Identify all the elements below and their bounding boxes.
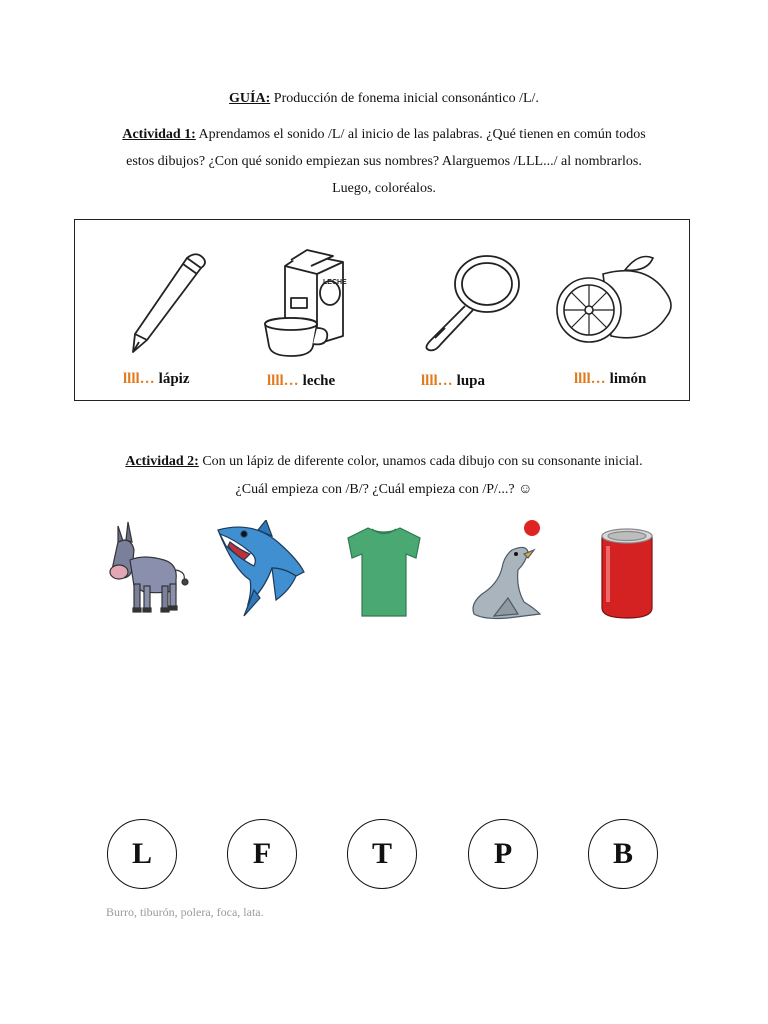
activity1-instructions-line1 bbox=[0, 127, 768, 143]
letter-circle-b[interactable]: B bbox=[588, 819, 658, 889]
prefix-lupa: llll… bbox=[421, 373, 453, 389]
activity2-instructions-line1 bbox=[0, 454, 768, 470]
lemon-icon bbox=[553, 250, 677, 354]
word-lapiz: lápiz bbox=[158, 371, 190, 387]
letter-circle-t[interactable]: T bbox=[347, 819, 417, 889]
page-title bbox=[0, 91, 768, 107]
word-lupa: lupa bbox=[456, 373, 486, 389]
activity1-instructions-line3: Luego, coloréalos. bbox=[332, 181, 436, 196]
activity1-instructions-line2: estos dibujos? ¿Con qué sonido empiezan sus nombres? Alarguemos /LLL.../ al nombrarlos. bbox=[126, 154, 642, 169]
word-limon: limón bbox=[609, 371, 647, 387]
activity1-box bbox=[74, 219, 690, 401]
letter-circle-f[interactable]: F bbox=[227, 819, 297, 889]
activity2-instructions-line2: ¿Cuál empieza con /B/? ¿Cuál empieza con /P/...? ☺ bbox=[235, 482, 533, 497]
prefix-leche: llll… bbox=[267, 373, 299, 389]
magnifying-glass-icon bbox=[415, 248, 525, 354]
caption-limon bbox=[574, 371, 646, 388]
donkey-icon bbox=[104, 520, 190, 618]
can-icon bbox=[594, 522, 660, 622]
footnote: Burro, tiburón, polera, foca, lata. bbox=[106, 905, 264, 919]
caption-lapiz bbox=[123, 371, 190, 388]
activity2-text1: Con un lápiz de diferente color, unamos cada dibujo con su consonante inicial. bbox=[198, 454, 643, 469]
seal-icon bbox=[468, 518, 552, 624]
shirt-icon bbox=[344, 524, 424, 620]
word-leche: leche bbox=[302, 373, 336, 389]
caption-leche bbox=[267, 373, 335, 390]
activity1-label: Actividad 1: bbox=[122, 127, 196, 142]
title-text: Producción de fonema inicial consonántico /L/. bbox=[270, 91, 539, 106]
caption-lupa bbox=[421, 373, 485, 390]
prefix-limon: llll… bbox=[574, 371, 606, 387]
letter-circle-p[interactable]: P bbox=[468, 819, 538, 889]
letter-circle-l[interactable]: L bbox=[107, 819, 177, 889]
activity1-text1: Aprendamos el sonido /L/ al inicio de las palabras. ¿Qué tienen en común todos bbox=[195, 127, 646, 142]
title-label: GUÍA: bbox=[229, 91, 271, 106]
pencil-icon bbox=[125, 250, 215, 355]
svg-text:LECHE: LECHE bbox=[323, 279, 347, 286]
shark-icon bbox=[214, 520, 310, 620]
prefix-lapiz: llll… bbox=[123, 371, 155, 387]
activity2-label: Actividad 2: bbox=[125, 454, 199, 469]
milk-carton-cup-icon bbox=[255, 248, 365, 360]
